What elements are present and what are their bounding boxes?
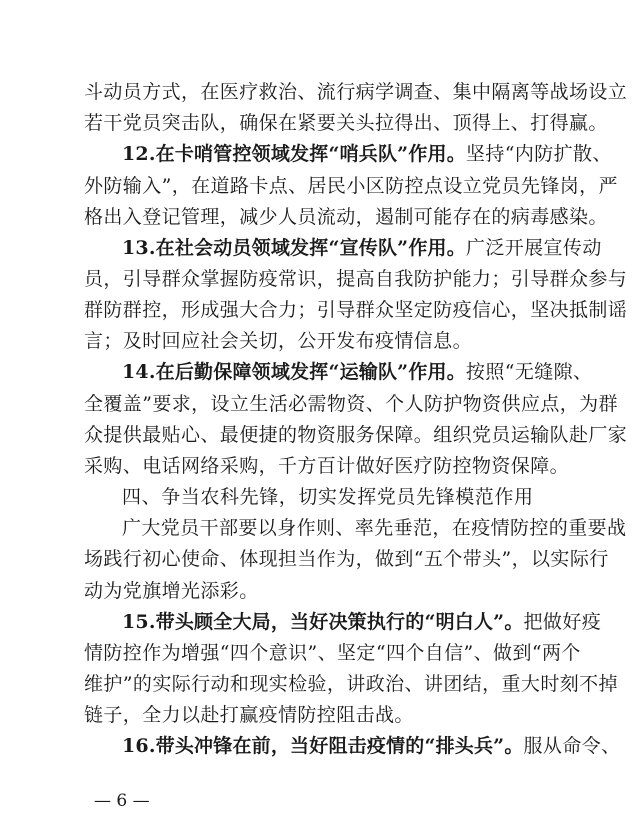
line-text: 群防群控，形成强大合力；引导群众坚定防疫信心，坚决抵制谣 bbox=[84, 299, 628, 321]
item-title: 14.在后勤保障领域发挥“运输队”作用。 bbox=[122, 361, 466, 383]
body-line bbox=[84, 392, 618, 416]
body-line bbox=[84, 579, 564, 603]
line-text: 全覆盖”要求，设立生活必需物资、个人防护物资供应点，为群 bbox=[84, 393, 618, 415]
body-line bbox=[84, 80, 628, 104]
line-text: 众提供最贴心、最便捷的物资服务保障。组织党员运输队赴厂家 bbox=[84, 424, 628, 446]
section-item-13 bbox=[122, 236, 602, 260]
line-text: 按照“无缝隙、 bbox=[465, 361, 593, 383]
body-line bbox=[84, 267, 628, 291]
section-item-15 bbox=[122, 610, 602, 634]
body-line bbox=[84, 298, 628, 322]
body-line bbox=[84, 329, 564, 353]
line-text: 动为党旗增光添彩。 bbox=[84, 580, 259, 602]
line-text: 坚持“内防扩散、 bbox=[465, 143, 612, 165]
line-text: 格出入登记管理，减少人员流动，遏制可能存在的病毒感染。 bbox=[84, 206, 608, 228]
line-text: 场践行初心使命、体现担当作为，做到“五个带头”，以实际行 bbox=[84, 548, 609, 570]
body-line bbox=[84, 205, 608, 229]
body-line bbox=[84, 547, 609, 571]
section-item-14 bbox=[122, 360, 593, 384]
body-line bbox=[84, 174, 618, 198]
body-line bbox=[84, 454, 570, 478]
line-text: 维护”的实际行动和现实检验，讲政治、讲团结，重大时刻不掉 bbox=[84, 673, 618, 695]
item-title: 16.带头冲锋在前，当好阻击疫情的“排头兵”。 bbox=[122, 735, 524, 757]
body-line bbox=[84, 703, 564, 727]
body-line bbox=[122, 516, 627, 540]
line-text: 员，引导群众掌握防疫常识，提高自我防护能力；引导群众参与 bbox=[84, 268, 628, 290]
line-text: 服从命令、 bbox=[523, 735, 621, 757]
section-heading bbox=[122, 485, 564, 509]
body-line bbox=[84, 423, 628, 447]
item-title: 15.带头顾全大局，当好决策执行的“明白人”。 bbox=[122, 611, 524, 633]
line-text: 广泛开展宣传动 bbox=[465, 237, 602, 259]
section-heading-text: 四、争当农科先锋，切实发挥党员先锋模范作用 bbox=[122, 486, 534, 508]
section-item-12 bbox=[122, 142, 612, 166]
line-text: 情防控作为增强“四个意识”、坚定“四个自信”、做到“两个 bbox=[84, 642, 581, 664]
item-title: 13.在社会动员领域发挥“宣传队”作用。 bbox=[122, 237, 466, 259]
section-item-16 bbox=[122, 734, 621, 758]
line-text: 链子，全力以赴打赢疫情防控阻击战。 bbox=[84, 704, 414, 726]
line-text: 外防输入”，在道路卡点、居民小区防控点设立党员先锋岗，严 bbox=[84, 175, 618, 197]
line-text: 采购、电话网络采购，千方百计做好医疗防控物资保障。 bbox=[84, 455, 570, 477]
line-text: 言；及时回应社会关切，公开发布疫情信息。 bbox=[84, 330, 473, 352]
item-title: 12.在卡哨管控领域发挥“哨兵队”作用。 bbox=[122, 143, 466, 165]
body-line bbox=[84, 672, 618, 696]
line-text: 把做好疫 bbox=[523, 611, 602, 633]
line-text: 广大党员干部要以身作则、率先垂范，在疫情防控的重要战 bbox=[122, 517, 627, 539]
page-number: — 6 — bbox=[94, 791, 150, 811]
line-text: 若干党员突击队，确保在紧要关头拉得出、顶得上、打得赢。 bbox=[84, 112, 608, 134]
line-text: 斗动员方式，在医疗救治、流行病学调查、集中隔离等战场设立 bbox=[84, 81, 628, 103]
body-line bbox=[84, 641, 581, 665]
body-line bbox=[84, 111, 608, 135]
